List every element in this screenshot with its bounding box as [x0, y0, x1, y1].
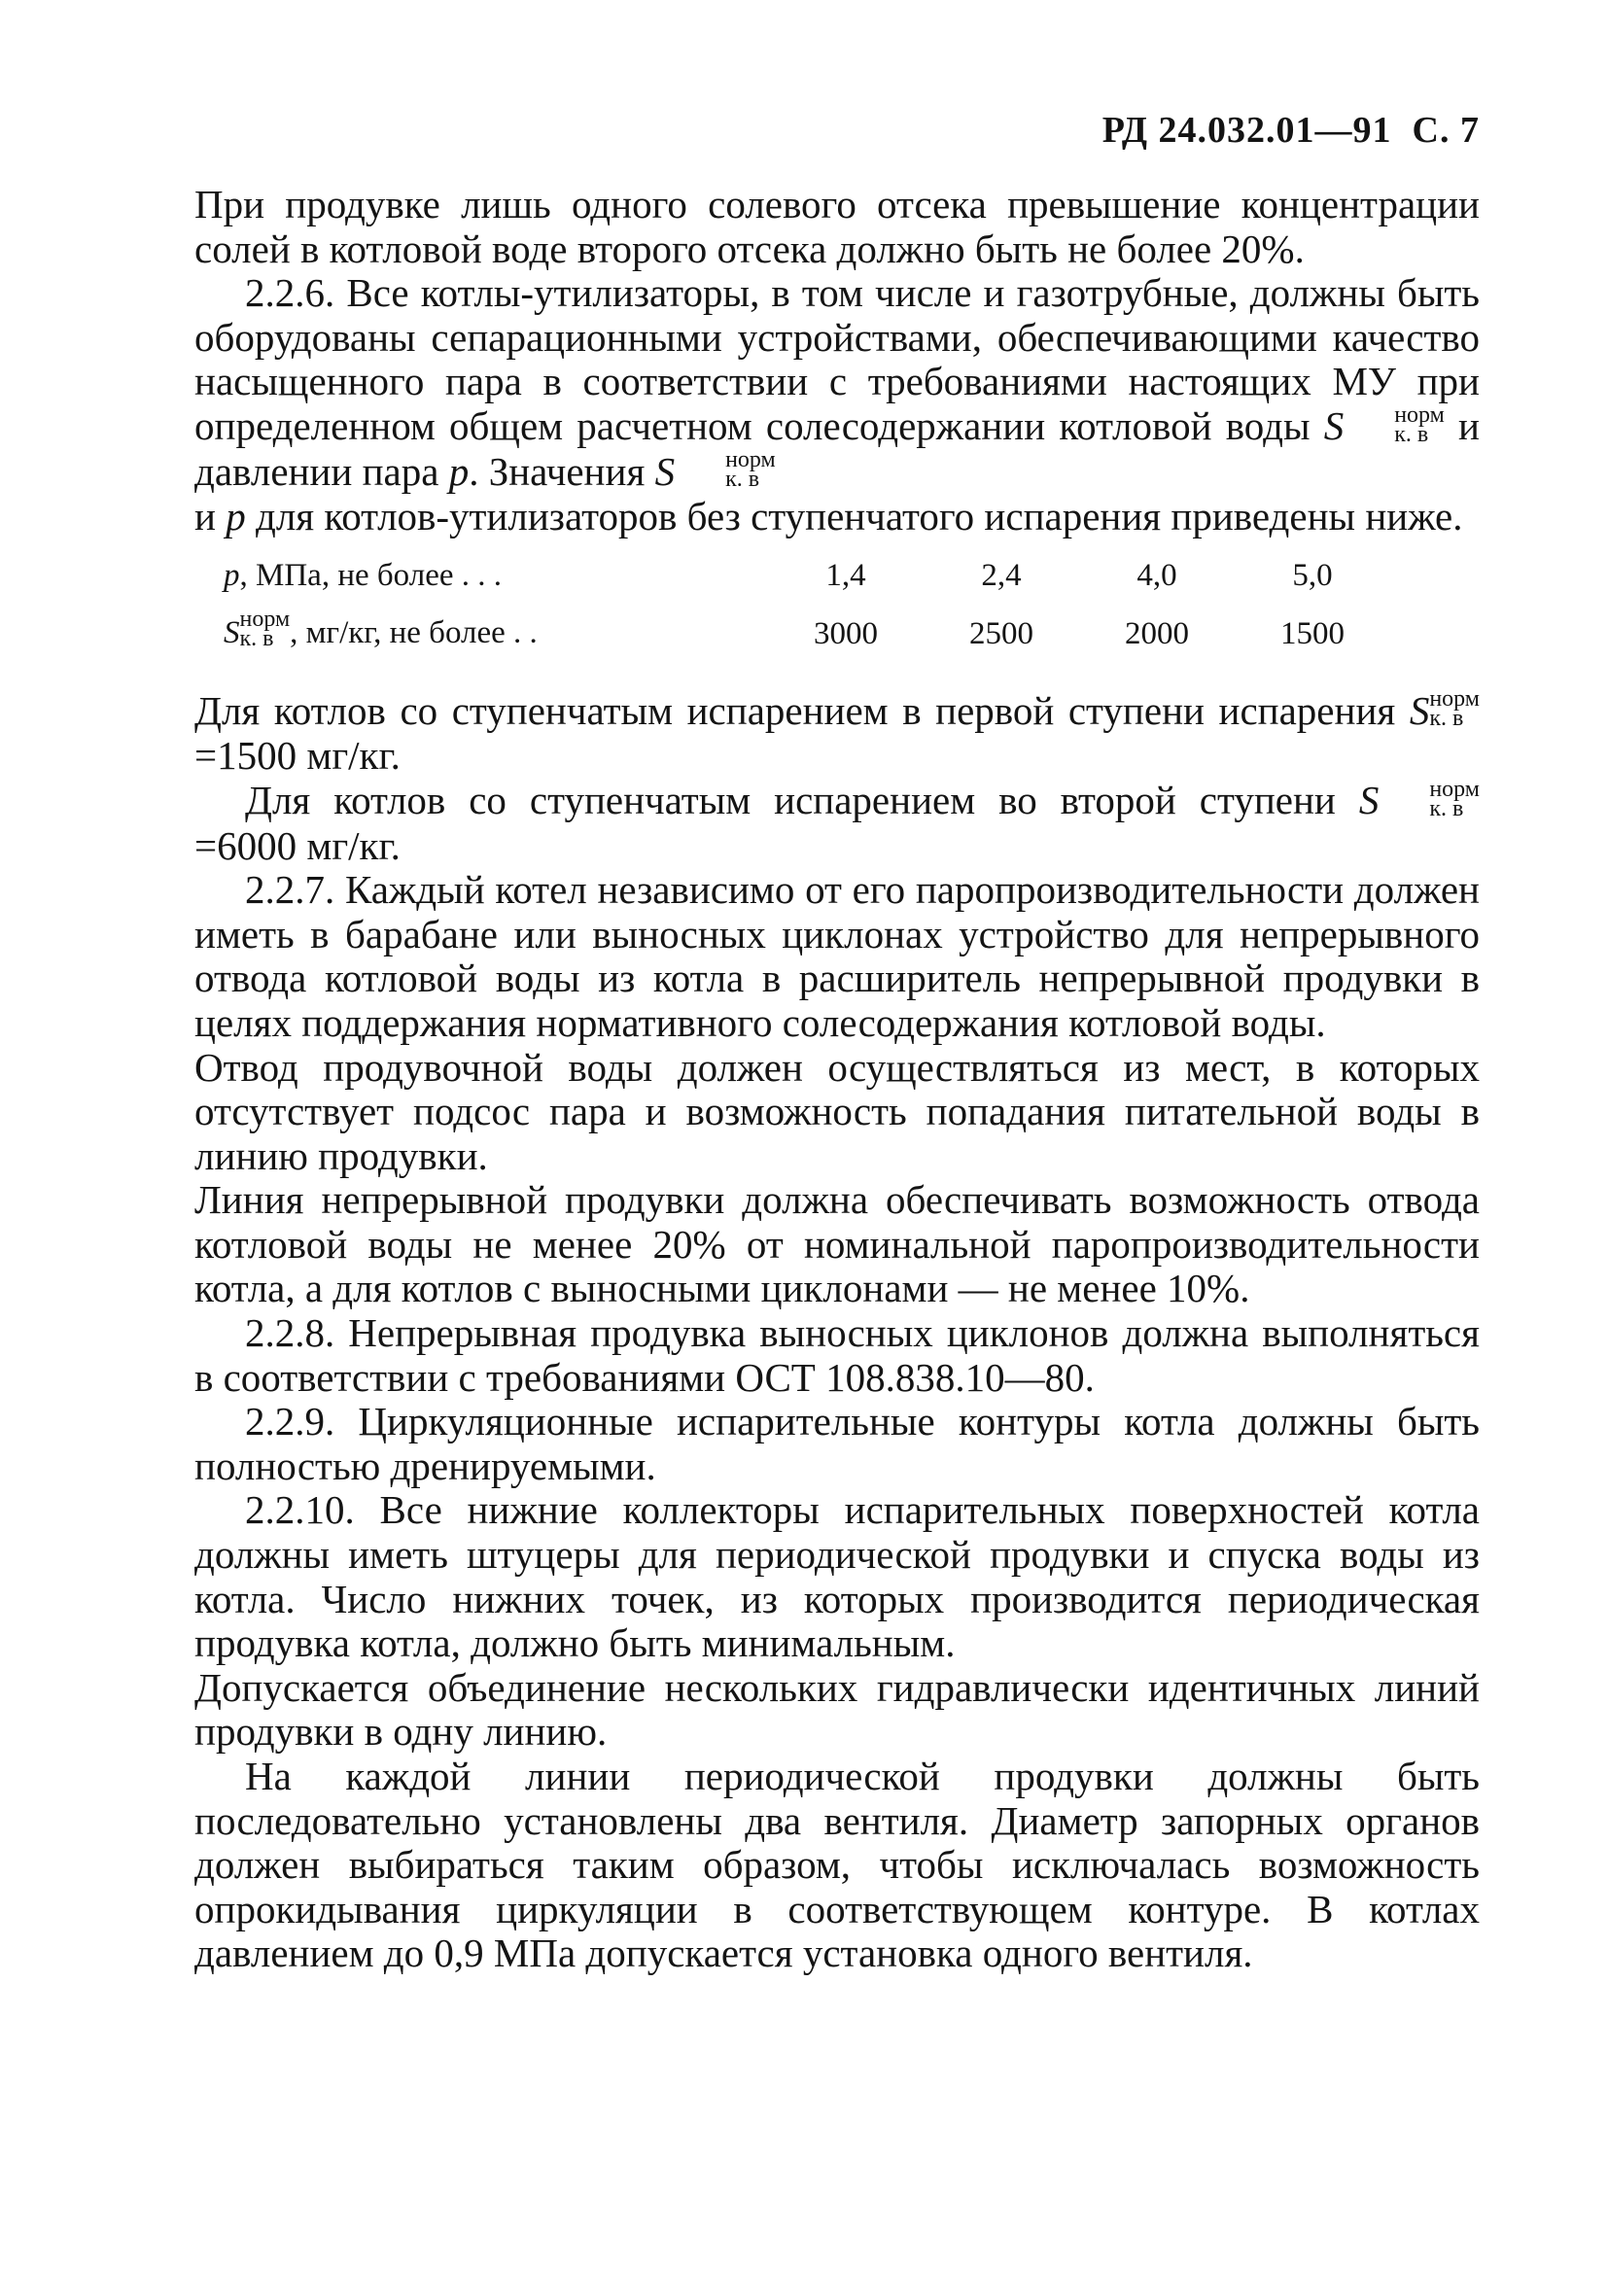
table-cell: 1,4 [825, 558, 866, 594]
symbol-s-norm: S норм к. в [1323, 401, 1445, 448]
table-row-salt-content [224, 606, 1390, 664]
symbol-p: p [448, 448, 470, 494]
symbol-p: p [226, 494, 246, 539]
table-row-pressure [224, 547, 1390, 606]
table-cell: 4,0 [1136, 558, 1177, 594]
paragraph-second-stage: Для котлов со ступенчатым испарением во второй ступени S норм к. в =6000 мг/кг. [194, 776, 1480, 868]
paragraph-continuous-line: Линия непрерывной продувки должна обеспечивать возможность отвода котловой воды не менее 20% от номинальной паропроизводительности котла, а для котлов с выносными циклонами — не менее 10%. [194, 1177, 1480, 1311]
page-number: С. 7 [1412, 110, 1480, 151]
table-label-pressure: p, МПа, не более . . . [224, 558, 502, 594]
paragraph-valves: На каждой линии периодической продувки должны быть последовательно установлены два вентиля. Диаметр запорных органов должен выбираться таким образом, чтобы исключалась возможность опрокидывания циркуляции в соответствующем контуре. В котлах давлением до 0,9 МПа допускается установка одного вентиля. [194, 1754, 1480, 1976]
paragraph-2-2-10: 2.2.10. Все нижние коллекторы испарительных поверхностей котла должны иметь штуцеры для периодической продувки и спуска воды из котла. Число нижних точек, из которых производится периодическая продувка котла, должно быть минимальным. [194, 1487, 1480, 1666]
parameter-table [224, 547, 1390, 664]
table-cell: 3000 [814, 616, 878, 652]
document-body [194, 183, 1480, 1976]
paragraph-2-2-8: 2.2.8. Непрерывная продувка выносных циклонов должна выполняться в соответствии с требованиями ОСТ 108.838.10—80. [194, 1310, 1480, 1400]
symbol-s-norm: S норм к. в [654, 447, 776, 494]
table-cell: 2500 [969, 616, 1033, 652]
paragraph-blowdown-location: Отвод продувочной воды должен осуществляться из мест, в которых отсутствует подсос пара и возможность попадания питательной воды в линию продувки. [194, 1044, 1480, 1178]
symbol-s-norm: S норм к. в [1409, 686, 1480, 733]
table-label-salt-content: S норм к. в , мг/кг, не более . . [224, 606, 538, 651]
paragraph-first-stage: Для котлов со ступенчатым испарением в первой ступени испарения S норм к. в =1500 мг/кг. [194, 686, 1480, 779]
paragraph-2-2-7: 2.2.7. Каждый котел независимо от его паропроизводительности должен иметь в барабане или выносных циклонах устройство для непрерывного отвода котловой воды из котла в расширитель непрерывной продувки в целях поддержания нормативного солесодержания котловой воды. [194, 867, 1480, 1045]
table-cell: 2,4 [981, 558, 1022, 594]
page-header [1102, 109, 1480, 152]
paragraph-2-2-6: 2.2.6. Все котлы-утилизаторы, в том числе и газотрубные, должны быть оборудованы сепарационными устройствами, обеспечивающими качество насыщенного пара в соответствии с требованиями настоящих МУ при определенном общем расчетном солесодержании котловой воды S норм к. в и давлении пара p. Значения S норм к. в и p для котлов-утилизаторов без ступенчатого испарения приведены ниже. [194, 270, 1480, 539]
paragraph-merging-lines: Допускается объединение нескольких гидравлически идентичных линий продувки в одну линию. [194, 1664, 1480, 1755]
table-cell: 1500 [1280, 616, 1345, 652]
table-cell: 5,0 [1292, 558, 1333, 594]
symbol-s-norm: S норм к. в [1358, 776, 1480, 822]
table-cell: 2000 [1125, 616, 1189, 652]
paragraph-intro: При продувке лишь одного солевого отсека превышение концентрации солей в котловой воде второго отсека должно быть не более 20%. [194, 182, 1480, 271]
document-code: РД 24.032.01—91 [1101, 110, 1392, 151]
paragraph-2-2-9: 2.2.9. Циркуляционные испарительные контуры котла должны быть полностью дренируемыми. [194, 1399, 1480, 1488]
